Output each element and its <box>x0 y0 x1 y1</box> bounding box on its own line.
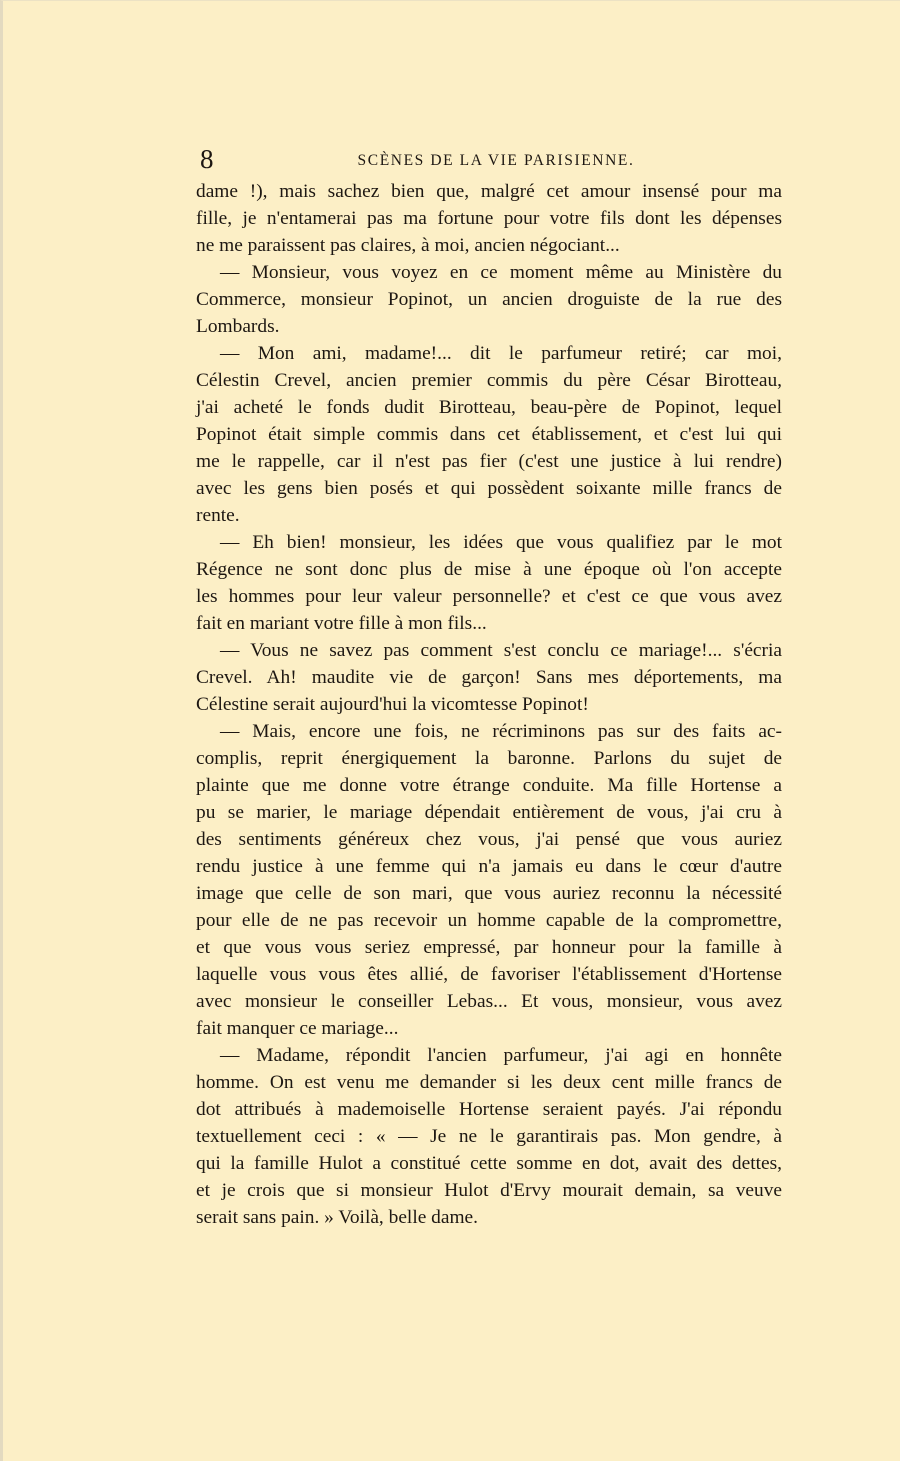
text-line: fille, je n'entamerai pas ma fortune pour votre fils dont les dépenses <box>196 208 782 229</box>
text-line: des sentiments généreux chez vous, j'ai pensé que vous auriez <box>196 829 782 850</box>
text-line: dot attribués à mademoiselle Hortense seraient payés. J'ai répondu <box>196 1099 782 1120</box>
text-line: fait en mariant votre fille à mon fils... <box>196 613 487 634</box>
text-line: et je crois que si monsieur Hulot d'Ervy mourait demain, sa veuve <box>196 1180 782 1201</box>
text-line: avec les gens bien posés et qui possèdent soixante mille francs de <box>196 478 782 499</box>
text-line: Crevel. Ah! maudite vie de garçon! Sans mes déportements, ma <box>196 667 782 688</box>
text-line: Célestine serait aujourd'hui la vicomtesse Popinot! <box>196 694 589 715</box>
text-line: dame !), mais sachez bien que, malgré cet amour insensé pour ma <box>196 181 782 202</box>
text-line: — Vous ne savez pas comment s'est conclu ce mariage!... s'écria <box>220 640 782 661</box>
text-line: — Eh bien! monsieur, les idées que vous qualifiez par le mot <box>220 532 782 553</box>
text-line: Popinot était simple commis dans cet établissement, et c'est lui qui <box>196 424 782 445</box>
body-text <box>196 178 782 1231</box>
page-number: 8 <box>200 144 214 174</box>
text-line: homme. On est venu me demander si les deux cent mille francs de <box>196 1072 782 1093</box>
text-line: ne me paraissent pas claires, à moi, ancien négociant... <box>196 235 620 256</box>
text-line: les hommes pour leur valeur personnelle? et c'est ce que vous avez <box>196 586 782 607</box>
text-line: j'ai acheté le fonds dudit Birotteau, beau-père de Popinot, lequel <box>196 397 782 418</box>
text-line: — Mon ami, madame!... dit le parfumeur retiré; car moi, <box>220 343 782 364</box>
text-line: rendu justice à une femme qui n'a jamais eu dans le cœur d'autre <box>196 856 782 877</box>
text-line: — Madame, répondit l'ancien parfumeur, j'ai agi en honnête <box>220 1045 782 1066</box>
text-line: rente. <box>196 505 240 526</box>
text-line: Lombards. <box>196 316 280 337</box>
page-header <box>196 145 782 173</box>
text-line: me le rappelle, car il n'est pas fier (c'est une justice à lui rendre) <box>196 451 782 472</box>
text-line: image que celle de son mari, que vous auriez reconnu la nécessité <box>196 883 782 904</box>
text-line: qui la famille Hulot a constitué cette somme en dot, avait des dettes, <box>196 1153 782 1174</box>
text-line: textuellement ceci : « — Je ne le garantirais pas. Mon gendre, à <box>196 1126 782 1147</box>
text-line: Célestin Crevel, ancien premier commis du père César Birotteau, <box>196 370 782 391</box>
text-line: fait manquer ce mariage... <box>196 1018 399 1039</box>
running-title: SCÈNES DE LA VIE PARISIENNE. <box>357 152 635 169</box>
text-line: — Monsieur, vous voyez en ce moment même au Ministère du <box>220 262 782 283</box>
text-line: plainte que me donne votre étrange conduite. Ma fille Hortense a <box>196 775 782 796</box>
text-line: avec monsieur le conseiller Lebas... Et vous, monsieur, vous avez <box>196 991 782 1012</box>
text-line: Régence ne sont donc plus de mise à une époque où l'on accepte <box>196 559 782 580</box>
text-line: Commerce, monsieur Popinot, un ancien droguiste de la rue des <box>196 289 782 310</box>
text-line: pu se marier, le mariage dépendait entièrement de vous, j'ai cru à <box>196 802 782 823</box>
text-line: pour elle de ne pas recevoir un homme capable de la compromettre, <box>196 910 782 931</box>
text-line: — Mais, encore une fois, ne récriminons pas sur des faits ac- <box>220 721 782 742</box>
text-line: serait sans pain. » Voilà, belle dame. <box>196 1207 478 1228</box>
text-line: complis, reprit énergiquement la baronne. Parlons du sujet de <box>196 748 782 769</box>
text-line: et que vous vous seriez empressé, par honneur pour la famille à <box>196 937 782 958</box>
text-line: laquelle vous vous êtes allié, de favoriser l'établissement d'Hortense <box>196 964 782 985</box>
